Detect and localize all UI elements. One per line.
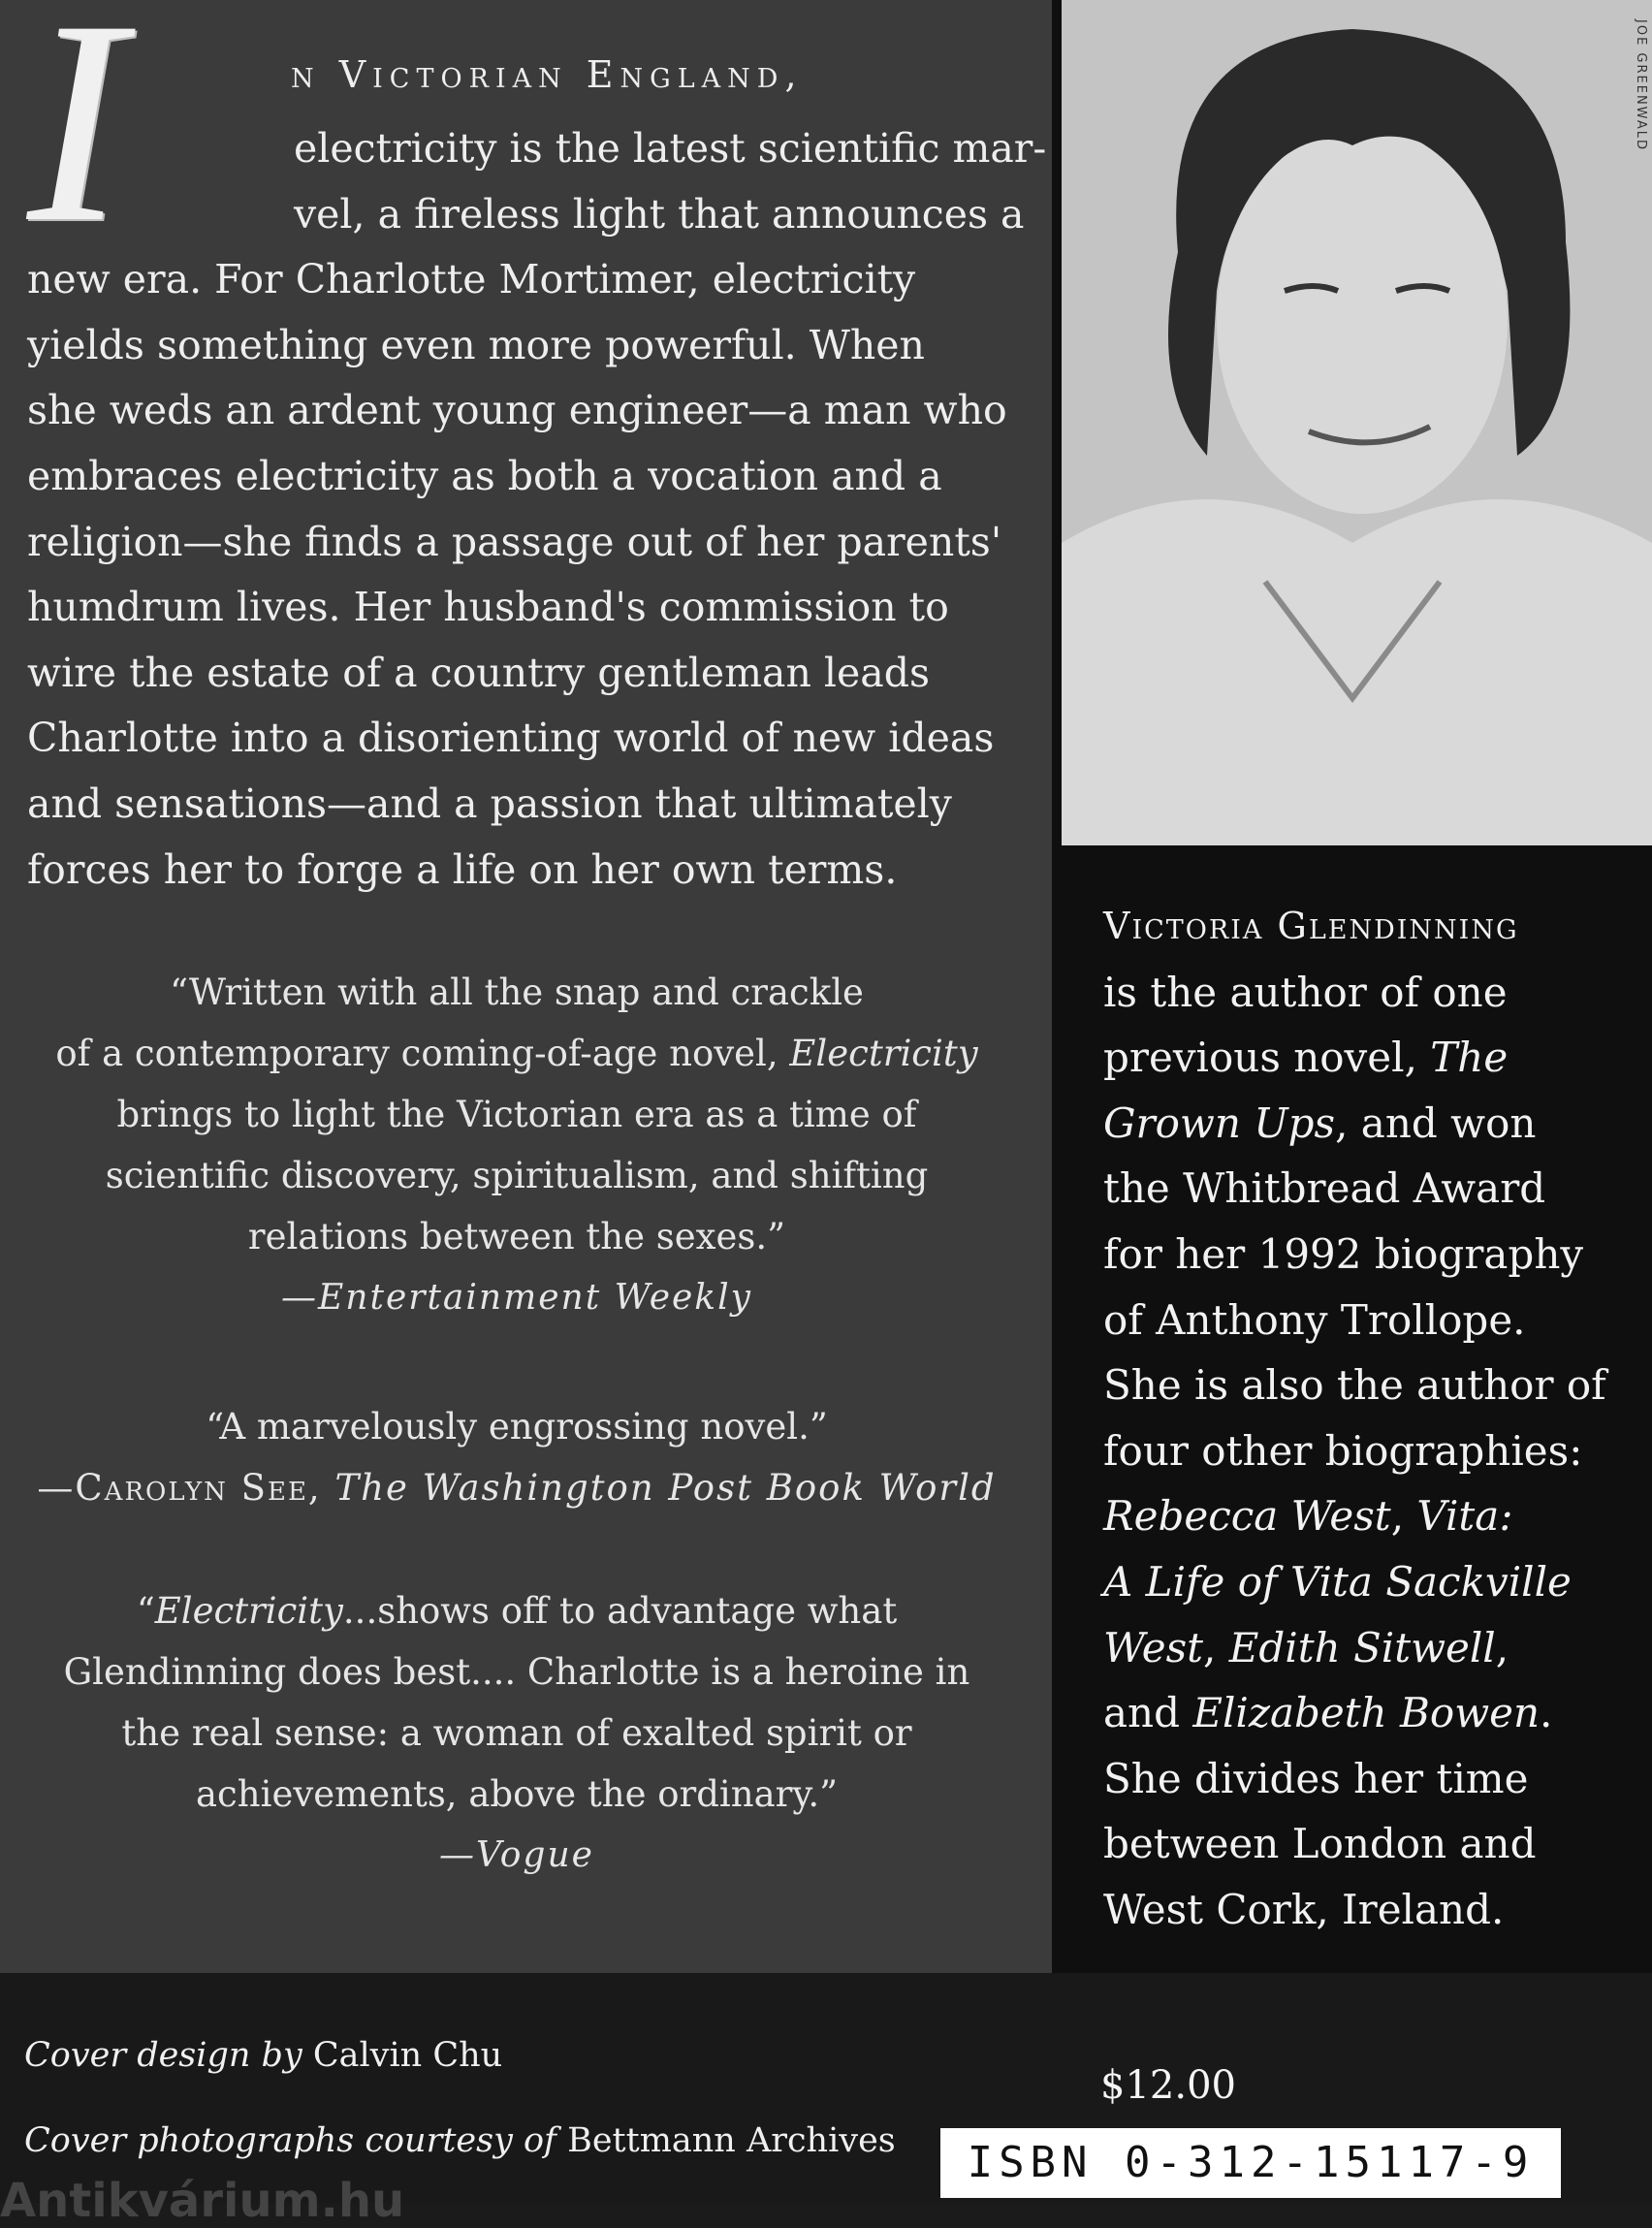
bio-text: , and won (1335, 1098, 1537, 1147)
bio-line: of Anthony Trollope. (1103, 1295, 1526, 1344)
bio-line: for her 1992 biography (1103, 1229, 1584, 1278)
bio-line: four other biographies: (1103, 1426, 1583, 1475)
bio-line: A Life of Vita Sackville (1103, 1557, 1572, 1606)
bio-line: She divides her time (1103, 1754, 1529, 1802)
author-photo (1062, 0, 1652, 845)
author-portrait-image (1062, 0, 1652, 845)
quote-text: ...shows off to advantage what (342, 1590, 898, 1632)
publication-name: The Washington Post Book World (334, 1467, 997, 1509)
intro-line: embraces electricity as both a vocation and a (27, 452, 942, 499)
intro-line: religion—she finds a passage out of her parents' (27, 518, 1002, 565)
quote-line: scientific discovery, spiritualism, and shifting (105, 1155, 929, 1196)
review-quote-entertainment-weekly (17, 962, 1016, 1328)
bio-line (1103, 1091, 1646, 1157)
quote-source: —Vogue (439, 1835, 594, 1875)
cover-design-credit (24, 2036, 502, 2075)
bio-line (1103, 1615, 1646, 1681)
intro-paragraph (27, 116, 1047, 893)
bio-text: , (1495, 1623, 1509, 1671)
quote-text: “ (136, 1590, 155, 1632)
intro-line: forces her to forge a life on her own terms. (27, 845, 898, 893)
quote-line: relations between the sexes.” (247, 1216, 786, 1257)
quote-source: —Entertainment Weekly (281, 1278, 752, 1318)
intro-line: humdrum lives. Her husband's commission to (27, 584, 949, 631)
bio-text: . (1540, 1689, 1553, 1737)
quote-line: brings to light the Victorian era as a time of (116, 1094, 917, 1135)
book-title: Electricity (789, 1033, 978, 1074)
intro-line: wire the estate of a country gentleman leads (27, 649, 931, 696)
book-title: Grown Ups (1103, 1098, 1336, 1147)
bio-line: West Cork, Ireland. (1103, 1885, 1505, 1933)
bio-text: previous novel, (1103, 1034, 1431, 1082)
cover-photo-credit (24, 2121, 896, 2160)
bio-line (1103, 1025, 1646, 1091)
intro-line: she weds an ardent young engineer—a man who (27, 387, 1007, 434)
bio-text: , (1203, 1623, 1229, 1671)
quote-line: Glendinning does best.... Charlotte is a heroine in (63, 1651, 970, 1693)
bio-line: the Whitbread Award (1103, 1164, 1546, 1213)
credit-name: Calvin Chu (302, 2036, 503, 2075)
review-quote-vogue (17, 1580, 1016, 1886)
credit-label: Cover photographs courtesy of (24, 2121, 556, 2160)
review-quote-washington-post (17, 1396, 1016, 1518)
photo-credit-vertical: JOE GREENWALD (1634, 19, 1648, 151)
credit-label: Cover design by (24, 2036, 302, 2075)
watermark-text: Antikvárium.hu (0, 2174, 405, 2228)
book-title: West (1103, 1623, 1204, 1671)
quote-line: “Written with all the snap and crackle (170, 971, 864, 1013)
intro-line: vel, a fireless light that announces a (294, 190, 1025, 238)
drop-cap: I (27, 0, 124, 282)
quote-source (17, 1457, 1016, 1518)
intro-line: and sensations—and a passion that ultimately (27, 780, 952, 827)
quote-line: achievements, above the ordinary.” (196, 1773, 838, 1815)
bio-line (1103, 1680, 1646, 1746)
isbn-label: ISBN 0-312-15117-9 (940, 2128, 1561, 2198)
author-bio (1103, 894, 1646, 1943)
quote-text: of a contemporary coming-of-age novel, (55, 1033, 790, 1074)
bio-line: between London and (1103, 1820, 1537, 1868)
book-title: Vita: (1416, 1492, 1513, 1541)
quote-line (17, 1023, 1016, 1084)
intro-line: new era. For Charlotte Mortimer, electricity (27, 256, 916, 303)
bio-text: and (1103, 1689, 1193, 1737)
quote-line: “A marvelously engrossing novel.” (206, 1406, 828, 1448)
bio-text: , (1390, 1492, 1417, 1541)
author-name: Victoria Glendinning (1103, 905, 1519, 947)
bio-line (1103, 1483, 1646, 1549)
reviewer-name: —Carolyn See, (37, 1467, 335, 1509)
intro-line: yields something even more powerful. When (27, 321, 925, 368)
intro-line: Charlotte into a disorienting world of new ideas (27, 715, 995, 762)
intro-line: electricity is the latest scientific mar- (294, 125, 1047, 172)
quote-line (17, 1580, 1016, 1641)
intro-first-line: n Victorian England, (291, 53, 804, 96)
bio-line: She is also the author of (1103, 1361, 1606, 1410)
book-title: The (1430, 1034, 1509, 1082)
credit-name: Bettmann Archives (556, 2121, 896, 2160)
quote-line: the real sense: a woman of exalted spirit or (121, 1712, 912, 1754)
book-title: Elizabeth Bowen (1192, 1689, 1541, 1737)
bio-line: is the author of one (1103, 968, 1508, 1016)
book-title: Edith Sitwell (1228, 1623, 1496, 1671)
book-title: Rebecca West (1103, 1492, 1391, 1541)
book-title: Electricity (154, 1590, 343, 1632)
price: $12.00 (1100, 2063, 1236, 2108)
